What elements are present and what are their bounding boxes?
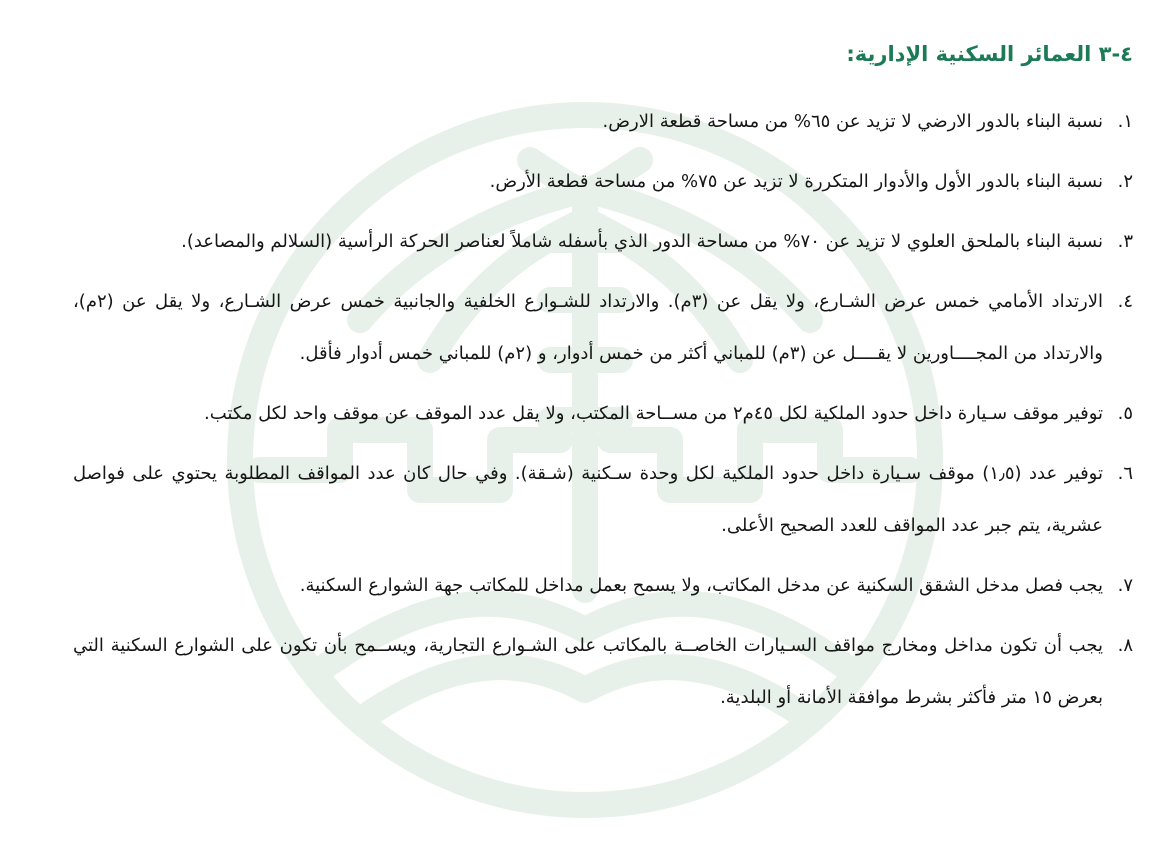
item-number: ٦.	[1117, 463, 1133, 484]
list-item	[73, 560, 1133, 612]
item-text: توفير موقف سـيارة داخل حدود الملكية لكل ٤٥م٢ من مســاحة المكتب، ولا يقل عدد الموقف عن موقف واحد لكل مكتب.	[203, 403, 1103, 424]
list-item	[73, 96, 1133, 148]
item-text: نسبة البناء بالدور الارضي لا تزيد عن ٦٥% من مساحة قطعة الارض.	[602, 111, 1103, 132]
item-number: ٣.	[1117, 231, 1133, 252]
list-item	[73, 276, 1133, 380]
item-number: ٨.	[1117, 635, 1133, 656]
item-number: ١.	[1117, 111, 1133, 132]
item-text: توفير عدد (١٫٥) موقف سـيارة داخل حدود الملكية لكل وحدة سـكنية (شـقة). وفي حال كان عدد المواقف المطلوبة يحتوي على فواصل عشرية، يتم جبر عدد المواقف للعدد الصحيح الأعلى.	[73, 463, 1103, 536]
item-number: ٢.	[1117, 171, 1133, 192]
item-text: يجب أن تكون مداخل ومخارج مواقف السـيارات الخاصــة بالمكاتب على الشـوارع التجارية، ويســمح بأن تكون على الشوارع السكنية التي بعرض ١٥ متر فأكثر بشرط موافقة الأمانة أو البلدية.	[73, 635, 1103, 708]
item-number: ٥.	[1117, 403, 1133, 424]
requirements-list	[73, 96, 1133, 732]
list-item	[73, 620, 1133, 724]
item-text: نسبة البناء بالدور الأول والأدوار المتكررة لا تزيد عن ٧٥% من مساحة قطعة الأرض.	[489, 171, 1103, 192]
section-heading: ٤-٣ العمائر السكنية الإدارية:	[846, 42, 1133, 66]
list-item	[73, 388, 1133, 440]
item-text: الارتداد الأمامي خمس عرض الشـارع، ولا يقل عن (٣م). والارتداد للشـوارع الخلفية والجانبية خمس عرض الشـارع، ولا يقل عن (٢م)، والارتداد من المجــــاورين لا يقــــل عن (٣م) للمباني أكثر من خمس أدوار، و (٢م) للمباني خمس أدوار فأقل.	[73, 291, 1103, 364]
item-text: يجب فصل مدخل الشقق السكنية عن مدخل المكاتب، ولا يسمح بعمل مداخل للمكاتب جهة الشوارع السكنية.	[299, 575, 1103, 596]
list-item	[73, 448, 1133, 552]
list-item	[73, 216, 1133, 268]
item-number: ٤.	[1117, 291, 1133, 312]
list-item	[73, 156, 1133, 208]
item-number: ٧.	[1117, 575, 1133, 596]
item-text: نسبة البناء بالملحق العلوي لا تزيد عن ٧٠% من مساحة الدور الذي بأسفله شاملاً لعناصر الحركة الرأسية (السلالم والمصاعد).	[181, 231, 1103, 252]
